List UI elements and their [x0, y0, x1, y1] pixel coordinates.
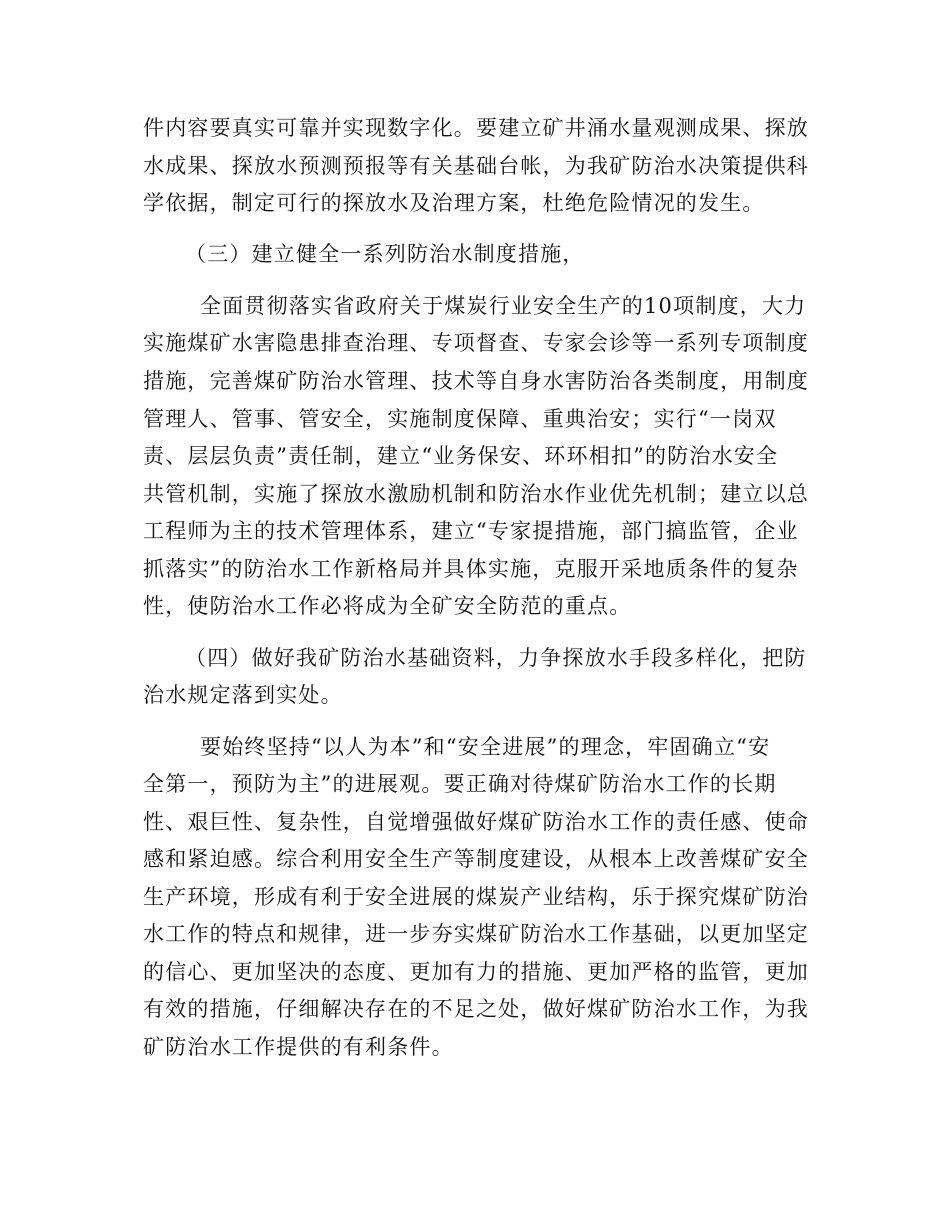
paragraph-3-line-1: 要始终坚持“以人为本”和“安全进展”的理念，牢固确立“安	[200, 735, 771, 759]
paragraph-3-line-4: 感和紧迫感。综合利用安全生产等制度建设，从根本上改善煤矿安全	[143, 847, 809, 871]
paragraph-3-line-7: 的信心、更加坚决的态度、更加有力的措施、更加严格的监管，更加	[143, 960, 809, 984]
paragraph-2-line-3: 措施，完善煤矿防治水管理、技术等自身水害防治各类制度，用制度	[143, 369, 809, 393]
paragraph-3-line-9: 矿防治水工作提供的有利条件。	[143, 1035, 454, 1059]
section-heading-4-line-2: 治水规定落到实处。	[143, 683, 343, 707]
paragraph-1-line-3: 学依据，制定可行的探放水及治理方案，杜绝危险情况的发生。	[143, 191, 765, 215]
section-heading-3: （三）建立健全一系列防治水制度措施，	[185, 242, 585, 266]
paragraph-2-line-2: 实施煤矿水害隐患排查治理、专项督查、专家会诊等一系列专项制度	[143, 331, 809, 355]
paragraph-3-line-2: 全第一，预防为主”的进展观。要正确对待煤矿防治水工作的长期	[143, 772, 777, 796]
paragraph-2-line-6: 共管机制，实施了探放水激励机制和防治水作业优先机制；建立以总	[143, 482, 809, 506]
paragraph-2-line-8: 抓落实”的防治水工作新格局并具体实施，克服开采地质条件的复杂	[143, 557, 799, 581]
section-heading-4-line-1: （四）做好我矿防治水基础资料，力争探放水手段多样化，把防	[185, 646, 807, 670]
paragraph-3-line-5: 生产环境，形成有利于安全进展的煤炭产业结构，乐于探究煤矿防治	[143, 885, 809, 909]
paragraph-3-line-6: 水工作的特点和规律，进一步夯实煤矿防治水工作基础，以更加坚定	[143, 922, 809, 946]
paragraph-2-line-9: 性，使防治水工作必将成为全矿安全防范的重点。	[143, 594, 632, 618]
paragraph-2-line-5: 责、层层负责”责任制，建立“业务保安、环环相扣”的防治水安全	[143, 444, 779, 468]
paragraph-2-line-4: 管理人、管事、管安全，实施制度保障、重典治安；实行“一岗双	[143, 407, 777, 431]
paragraph-1-line-2: 水成果、探放水预测预报等有关基础台帐，为我矿防治水决策提供科	[143, 154, 809, 178]
paragraph-2-line-7: 工程师为主的技术管理体系，建立“专家提措施，部门搞监管，企业	[143, 519, 799, 543]
paragraph-3-line-8: 有效的措施，仔细解决存在的不足之处，做好煤矿防治水工作，为我	[143, 997, 809, 1021]
paragraph-3-line-3: 性、艰巨性、复杂性，自觉增强做好煤矿防治水工作的责任感、使命	[143, 810, 809, 834]
paragraph-2-line-1: 全面贯彻落实省政府关于煤炭行业安全生产的10项制度，大力	[200, 294, 807, 318]
paragraph-1-line-1: 件内容要真实可靠并实现数字化。要建立矿井涌水量观测成果、探放	[143, 116, 809, 140]
